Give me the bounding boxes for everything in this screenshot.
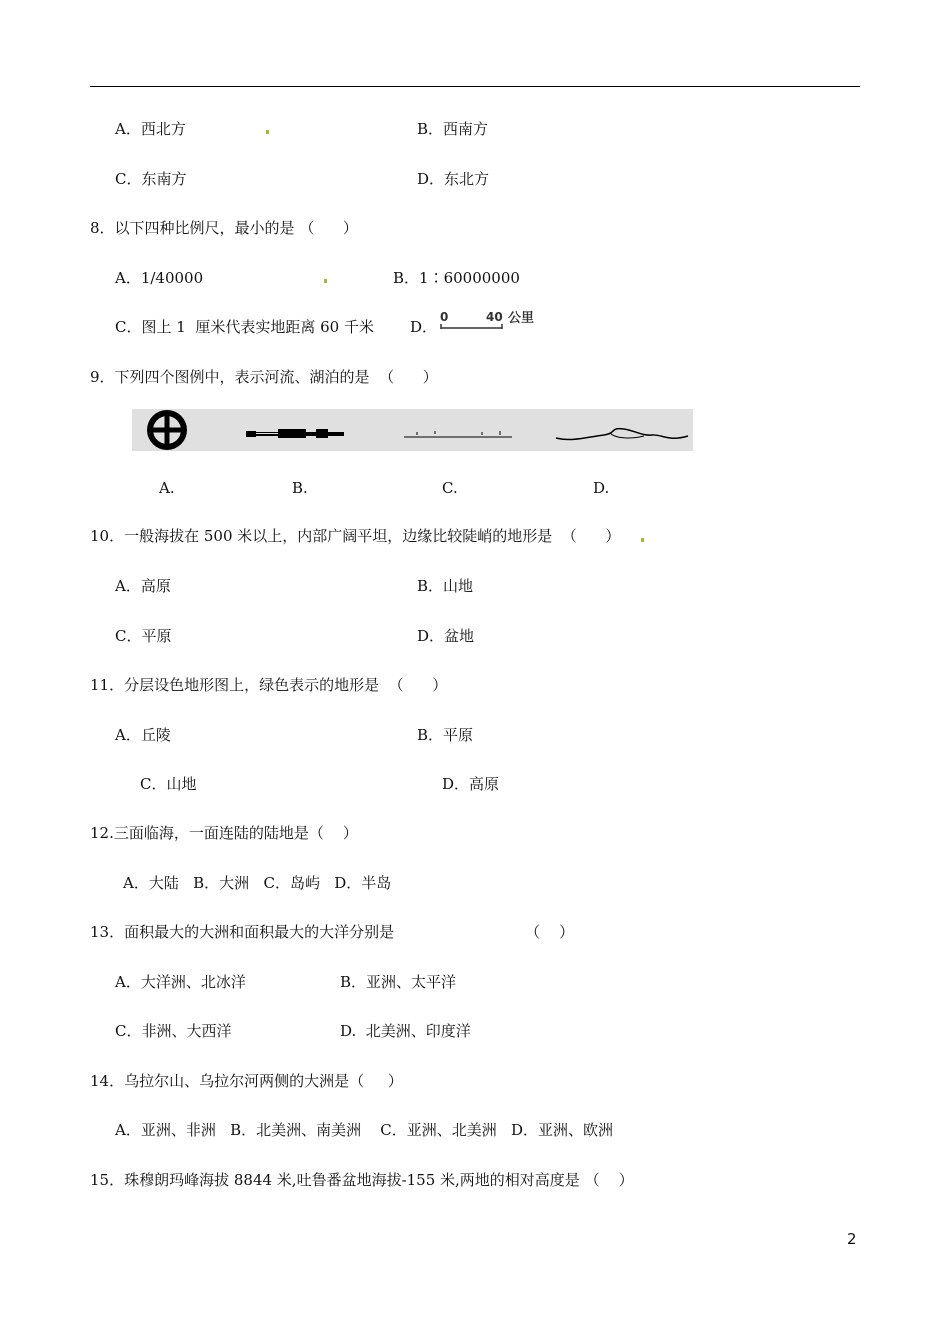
q13-bracket: （ ） xyxy=(525,923,575,941)
q8-option-a: A．1/40000 xyxy=(115,269,204,287)
q7-option-b: B．西南方 xyxy=(417,120,489,138)
q8-option-c: C．图上 1 厘米代表实地距离 60 千米 xyxy=(115,318,374,336)
q11-option-b: B．平原 xyxy=(417,726,474,744)
q11-option-d: D．高原 xyxy=(442,775,500,793)
q9-option-b: B. xyxy=(292,479,308,497)
speck xyxy=(324,279,327,283)
q15-question: 15．珠穆朗玛峰海拔 8844 米,吐鲁番盆地海拔-155 米,两地的相对高度是 （ ） xyxy=(90,1171,634,1189)
q10-option-c: C．平原 xyxy=(115,627,172,645)
q9-option-d: D. xyxy=(593,479,610,497)
railway-icon xyxy=(246,429,344,438)
q14-question: 14．乌拉尔山、乌拉尔河两侧的大洲是（ ） xyxy=(90,1072,403,1090)
scale-zero: 0 xyxy=(440,310,449,324)
speck xyxy=(266,130,269,134)
q8-option-d: D． xyxy=(410,318,438,336)
q9-option-a: A. xyxy=(159,479,175,497)
q8-question: 8．以下四种比例尺，最小的是 （ ） xyxy=(90,219,358,237)
q12-question: 12.三面临海，一面连陆的陆地是（ ） xyxy=(90,824,358,842)
map-legend-strip xyxy=(132,409,693,451)
q13-option-a: A．大洋洲、北冰洋 xyxy=(115,973,246,991)
q14-options: A．亚洲、非洲 B．北美洲、南美洲 C．亚洲、北美洲 D．亚洲、欧洲 xyxy=(115,1121,614,1139)
page-number: 2 xyxy=(847,1230,857,1248)
q10-option-b: B．山地 xyxy=(417,577,474,595)
q10-option-d: D．盆地 xyxy=(417,627,475,645)
q13-option-c: C．非洲、大西洋 xyxy=(115,1022,232,1040)
q13-option-d: D. 北美洲、印度洋 xyxy=(340,1022,471,1040)
q7-option-a: A．西北方 xyxy=(115,120,186,138)
q13-option-b: B．亚洲、太平洋 xyxy=(340,973,457,991)
river-lake-icon xyxy=(556,429,688,440)
scale-bar-icon xyxy=(440,310,550,334)
q9-option-c: C. xyxy=(442,479,458,497)
q7-option-d: D．东北方 xyxy=(417,170,490,188)
q7-option-c: C．东南方 xyxy=(115,170,187,188)
airport-icon xyxy=(147,410,187,450)
header-rule xyxy=(90,86,860,87)
scale-forty: 40 xyxy=(486,310,503,324)
scale-unit: 公里 xyxy=(508,311,535,326)
boundary-icon xyxy=(404,431,512,437)
q11-option-c: C．山地 xyxy=(140,775,197,793)
q11-question: 11．分层设色地形图上，绿色表示的地形是 （ ） xyxy=(90,676,448,694)
q9-question: 9．下列四个图例中，表示河流、湖泊的是 （ ） xyxy=(90,368,438,386)
q10-question: 10．一般海拔在 500 米以上，内部广阔平坦，边缘比较陡峭的地形是 （ ） xyxy=(90,527,621,545)
q8-option-b: B．1∶60000000 xyxy=(393,269,520,287)
q12-options: A．大陆 B．大洲 C．岛屿 D．半岛 xyxy=(123,874,392,892)
q10-option-a: A．高原 xyxy=(115,577,171,595)
speck xyxy=(641,538,644,542)
q13-question: 13．面积最大的大洲和面积最大的大洋分别是 xyxy=(90,923,395,941)
q11-option-a: A．丘陵 xyxy=(115,726,171,744)
